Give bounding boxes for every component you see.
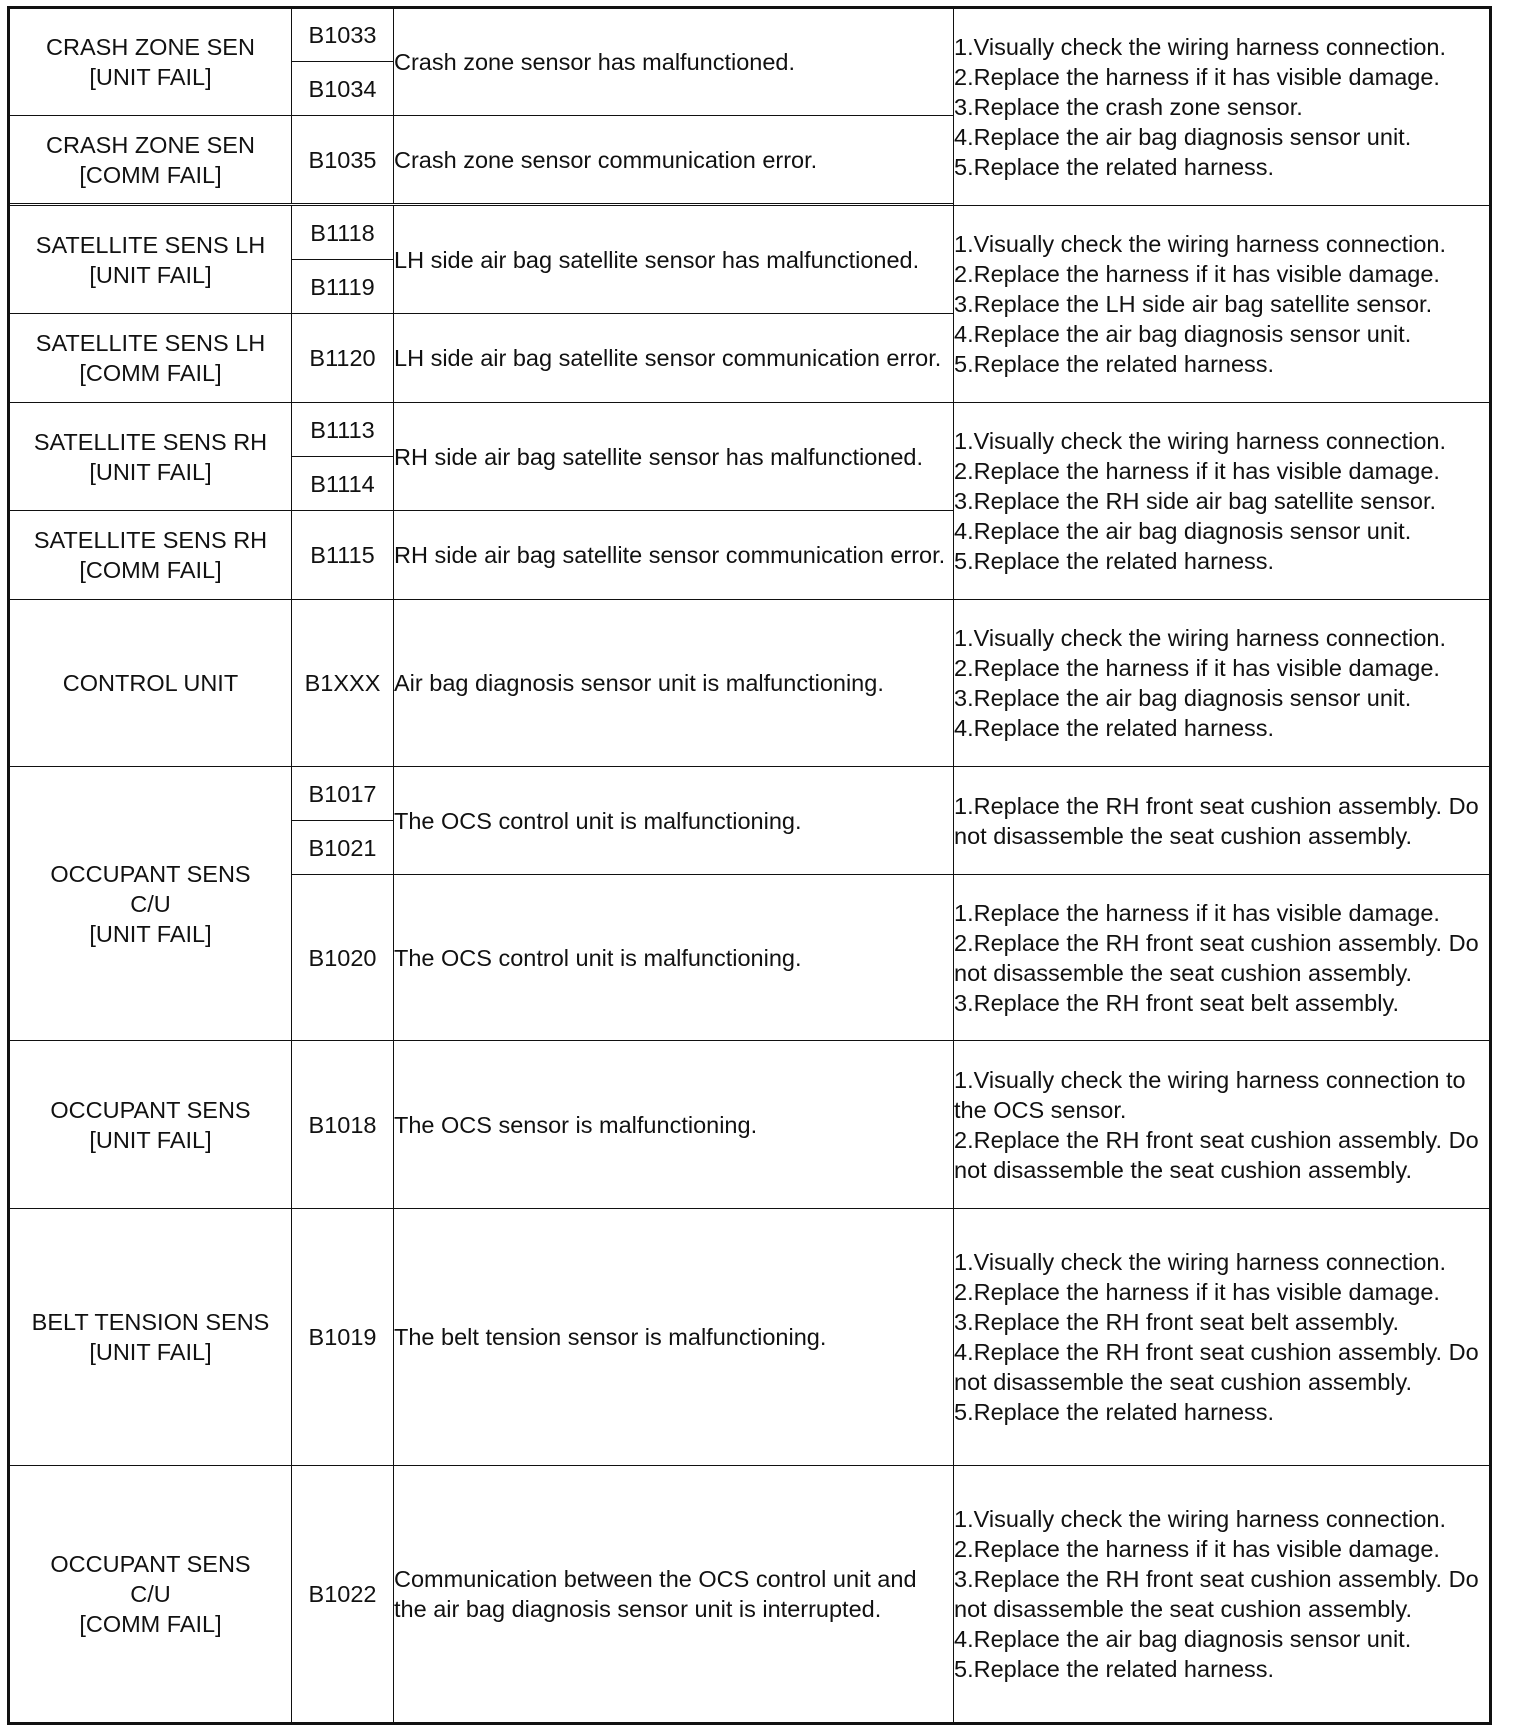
diagnosis-description: The belt tension sensor is malfunctioning. [394,1209,954,1466]
table-row [9,1209,1491,1466]
item-name-cell: SATELLITE SENS LH [COMM FAIL] [9,314,292,403]
dtc-table-sheet [7,6,1489,1725]
diagnosis-description: LH side air bag satellite sensor communication error. [394,314,954,403]
table-row [9,600,1491,767]
dtc-code: B1018 [292,1041,394,1209]
diagnosis-description: Communication between the OCS control unit and the air bag diagnosis sensor unit is interrupted. [394,1466,954,1724]
item-name-cell: CRASH ZONE SEN [COMM FAIL] [9,116,292,204]
table-row [9,206,1491,260]
diagnosis-description: The OCS control unit is malfunctioning. [394,767,954,875]
repair-steps: 1.Visually check the wiring harness connection. 2.Replace the harness if it has visible damage. 3.Replace the RH side air bag satellite sensor. 4.Replace the air bag diagnosis sensor unit. 5.Replace the related harness. [954,403,1491,600]
dtc-code: B1113 [292,403,394,457]
table-row [9,767,1491,821]
repair-steps: 1.Replace the harness if it has visible damage. 2.Replace the RH front seat cushion assembly. Do not disassemble the seat cushion assembly. 3.Replace the RH front seat belt assembly. [954,875,1491,1041]
table-row [9,403,1491,457]
diagnosis-description: RH side air bag satellite sensor has malfunctioned. [394,403,954,511]
table-row [9,1041,1491,1209]
dtc-code: B1022 [292,1466,394,1724]
item-name-cell: OCCUPANT SENS [UNIT FAIL] [9,1041,292,1209]
dtc-code: B1120 [292,314,394,403]
item-name-cell: SATELLITE SENS RH [UNIT FAIL] [9,403,292,511]
item-name-cell: CRASH ZONE SEN [UNIT FAIL] [9,8,292,116]
dtc-code: B1035 [292,116,394,204]
dtc-code: B1020 [292,875,394,1041]
dtc-code: B1119 [292,260,394,314]
dtc-code: B1033 [292,8,394,62]
repair-steps: 1.Replace the RH front seat cushion assembly. Do not disassemble the seat cushion assembly. [954,767,1491,875]
dtc-code: B1019 [292,1209,394,1466]
item-name-cell: SATELLITE SENS RH [COMM FAIL] [9,511,292,600]
dtc-code: B1114 [292,457,394,511]
diagnosis-description: Air bag diagnosis sensor unit is malfunctioning. [394,600,954,767]
table-row [9,1466,1491,1724]
dtc-code: B1034 [292,62,394,116]
table-row [9,8,1491,62]
diagnosis-description: RH side air bag satellite sensor communication error. [394,511,954,600]
repair-steps: 1.Visually check the wiring harness connection. 2.Replace the harness if it has visible damage. 3.Replace the LH side air bag satellite sensor. 4.Replace the air bag diagnosis sensor unit. 5.Replace the related harness. [954,206,1491,403]
diagnosis-description: The OCS sensor is malfunctioning. [394,1041,954,1209]
item-name-cell: CONTROL UNIT [9,600,292,767]
diagnosis-description: The OCS control unit is malfunctioning. [394,875,954,1041]
dtc-code: B1017 [292,767,394,821]
dtc-table [7,6,1492,1725]
repair-steps: 1.Visually check the wiring harness connection. 2.Replace the harness if it has visible damage. 3.Replace the RH front seat cushion assembly. Do not disassemble the seat cushion assembly. 4.Replace the air bag diagnosis sensor unit. 5.Replace the related harness. [954,1466,1491,1724]
diagnosis-description: LH side air bag satellite sensor has malfunctioned. [394,206,954,314]
item-name-cell: SATELLITE SENS LH [UNIT FAIL] [9,206,292,314]
repair-steps: 1.Visually check the wiring harness connection to the OCS sensor. 2.Replace the RH front seat cushion assembly. Do not disassemble the seat cushion assembly. [954,1041,1491,1209]
dtc-code: B1XXX [292,600,394,767]
item-name-cell: OCCUPANT SENS C/U [UNIT FAIL] [9,767,292,1041]
dtc-code: B1115 [292,511,394,600]
item-name-cell: BELT TENSION SENS [UNIT FAIL] [9,1209,292,1466]
repair-steps: 1.Visually check the wiring harness connection. 2.Replace the harness if it has visible damage. 3.Replace the air bag diagnosis sensor unit. 4.Replace the related harness. [954,600,1491,767]
diagnosis-description: Crash zone sensor has malfunctioned. [394,8,954,116]
item-name-cell: OCCUPANT SENS C/U [COMM FAIL] [9,1466,292,1724]
dtc-code: B1118 [292,206,394,260]
repair-steps: 1.Visually check the wiring harness connection. 2.Replace the harness if it has visible damage. 3.Replace the RH front seat belt assembly. 4.Replace the RH front seat cushion assembly. Do not disassemble the seat cushion assembly. 5.Replace the related harness. [954,1209,1491,1466]
repair-steps: 1.Visually check the wiring harness connection. 2.Replace the harness if it has visible damage. 3.Replace the crash zone sensor. 4.Replace the air bag diagnosis sensor unit. 5.Replace the related harness. [954,8,1491,206]
dtc-code: B1021 [292,821,394,875]
diagnosis-description: Crash zone sensor communication error. [394,116,954,204]
